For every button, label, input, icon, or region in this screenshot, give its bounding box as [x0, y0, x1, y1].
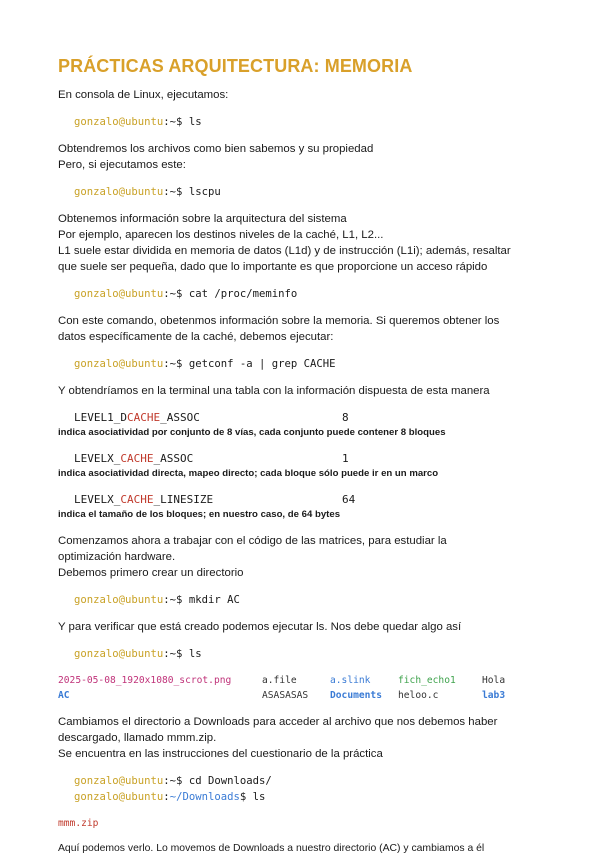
paragraph-lscpu-4: que suele ser pequeña, dado que lo importante es que proporcione un acceso rápido [58, 261, 488, 273]
paragraph-downloads-3: Se encuentra en las instrucciones del cuestionario de la práctica [58, 748, 383, 760]
command-cd: gonzalo@ubuntu:~$ cd Downloads/ [74, 775, 272, 787]
page-title: PRÁCTICAS ARQUITECTURA: MEMORIA [58, 56, 413, 76]
paragraph-matrix-3: Debemos primero crear un directorio [58, 567, 244, 579]
command-mkdir: gonzalo@ubuntu:~$ mkdir AC [74, 594, 240, 606]
ls-entry: 2025-05-08_1920x1080_scrot.png [58, 675, 232, 686]
paragraph-downloads-2: descargado, llamado mmm.zip. [58, 732, 217, 744]
paragraph-table: Y obtendríamos en la terminal una tabla con la información dispuesta de esta manera [58, 385, 490, 397]
paragraph-final: Aquí podemos verlo. Lo movemos de Downloads a nuestro directorio (AC) y cambiamos a él [58, 843, 485, 854]
paragraph-matrix-2: optimización hardware. [58, 551, 176, 563]
ls-entry: lab3 [482, 690, 506, 701]
cache-config-row: LEVELX_CACHE_ASSOC 1 [74, 452, 349, 465]
ls-entry: Documents [330, 690, 382, 701]
cache-config-row: LEVEL1_DCACHE_ASSOC 8 [74, 411, 349, 424]
cache-config-value: 1 [342, 452, 349, 465]
ls-entry: fich_echo1 [398, 675, 456, 686]
command-lscpu: gonzalo@ubuntu:~$ lscpu [74, 186, 221, 198]
paragraph-lscpu-1: Obtenemos información sobre la arquitectura del sistema [58, 213, 347, 225]
ls-entry: heloo.c [398, 690, 439, 701]
paragraph-mem-2: datos específicamente de la caché, debemos ejecutar: [58, 331, 334, 343]
ls-entry: a.file [262, 675, 297, 686]
ls-entry: ASASASAS [262, 690, 309, 701]
intro-text: En consola de Linux, ejecutamos: [58, 89, 229, 101]
command-ls: gonzalo@ubuntu:~$ ls [74, 116, 202, 128]
document-page [58, 56, 558, 856]
paragraph-lscpu-2: Por ejemplo, aparecen los destinos niveles de la caché, L1, L2... [58, 229, 384, 241]
cache-config-row: LEVELX_CACHE_LINESIZE 64 [74, 493, 356, 506]
paragraph-lscpu-3: L1 suele estar dividida en memoria de datos (L1d) y de instrucción (L1i); además, resaltar [58, 245, 511, 257]
cache-config-note: indica el tamaño de los bloques; en nuestro caso, de 64 bytes [58, 509, 341, 520]
paragraph-mem-1: Con este comando, obetenmos información sobre la memoria. Si queremos obtener los [58, 315, 500, 327]
ls-entry: AC [58, 690, 70, 701]
zip-file-entry: mmm.zip [58, 818, 99, 829]
cache-config-value: 64 [342, 493, 356, 506]
command-meminfo: gonzalo@ubuntu:~$ cat /proc/meminfo [74, 288, 298, 300]
command-getconf: gonzalo@ubuntu:~$ getconf -a | grep CACHE [74, 358, 336, 370]
cache-config-note: indica asociatividad directa, mapeo directo; cada bloque sólo puede ir en un marco [58, 468, 439, 479]
command-ls-2: gonzalo@ubuntu:~$ ls [74, 648, 202, 660]
paragraph-ls-1: Obtendremos los archivos como bien sabemos y su propiedad [58, 143, 374, 155]
paragraph-downloads-1: Cambiamos el directorio a Downloads para acceder al archivo que nos debemos haber [58, 716, 498, 728]
cache-config-note: indica asociatividad por conjunto de 8 vías, cada conjunto puede contener 8 bloques [58, 427, 446, 438]
cache-config-value: 8 [342, 411, 349, 424]
paragraph-ls-2: Pero, si ejecutamos este: [58, 159, 186, 171]
paragraph-verify: Y para verificar que está creado podemos ejecutar ls. Nos debe quedar algo así [58, 621, 462, 633]
ls-output [58, 673, 558, 703]
ls-entry: Hola [482, 675, 506, 686]
ls-entry: a.slink [330, 675, 371, 686]
paragraph-matrix-1: Comenzamos ahora a trabajar con el código de las matrices, para estudiar la [58, 535, 447, 547]
command-ls-downloads: gonzalo@ubuntu:~/Downloads$ ls [74, 791, 266, 803]
